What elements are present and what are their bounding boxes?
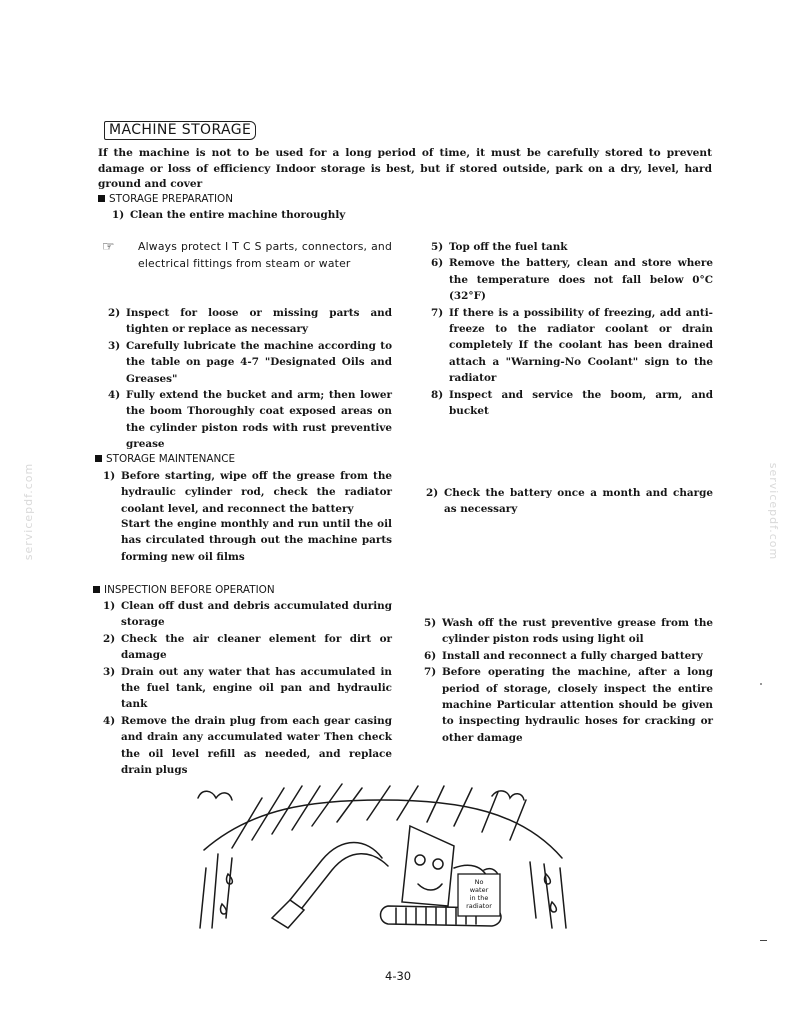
item-number: 8) — [431, 388, 444, 401]
item-text: Wash off the rust preventive grease from the cylinder piston rods using light oil — [442, 617, 713, 646]
insp-left-list — [103, 598, 392, 778]
prep-left-list — [108, 305, 392, 453]
list-item — [431, 239, 713, 255]
page-number: 4-30 — [385, 969, 412, 983]
list-item — [103, 631, 392, 664]
list-item — [108, 338, 392, 387]
list-item — [431, 255, 713, 304]
item-number: 2) — [103, 632, 116, 645]
list-item — [103, 713, 392, 779]
list-item — [103, 664, 392, 713]
square-bullet-icon — [93, 586, 100, 593]
storage-illustration — [192, 778, 582, 940]
item-number: 2) — [426, 487, 439, 499]
maint-left-list — [103, 468, 392, 517]
item-text: Clean off dust and debris accumulated during storage — [121, 600, 392, 629]
scan-mark — [760, 940, 767, 941]
item-number: 7) — [424, 666, 437, 679]
item-number: 2) — [108, 307, 121, 319]
square-bullet-icon — [98, 195, 105, 202]
heading-storage-preparation: STORAGE PREPARATION — [98, 192, 233, 206]
item-text: Top off the fuel tank — [449, 241, 568, 253]
item-number: 1) — [103, 470, 116, 482]
scan-speck — [760, 683, 762, 685]
item-text: Drain out any water that has accumulated in the fuel tank, engine oil pan and hydraulic tank — [121, 665, 392, 711]
watermark-right: servicepdf.com — [767, 462, 781, 561]
item-text: Check the air cleaner element for dirt or damage — [121, 632, 392, 662]
list-item — [108, 387, 392, 453]
list-item — [424, 664, 713, 746]
item-number: 4) — [108, 389, 121, 402]
sign-line: radiator — [466, 902, 492, 910]
intro-paragraph: If the machine is not to be used for a long period of time, it must be carefully stored to prevent damage or loss of efficiency Indoor storage is best, but if stored outside, park on a dry, level, hard ground and cover — [98, 147, 712, 190]
item-number: 4) — [103, 714, 116, 727]
item-text: Inspect for loose or missing parts and tighten or replace as necessary — [126, 307, 392, 336]
list-item — [426, 485, 713, 518]
item-text: Carefully lubricate the machine according to the table on page 4-7 "Designated Oils and Greases" — [126, 339, 392, 385]
item-text: Fully extend the bucket and arm; then lower the boom Thoroughly coat exposed areas on the cylinder piston rods with rust preventive grease — [126, 389, 392, 451]
item-text: Check the battery once a month and charge as necessary — [444, 487, 713, 516]
item-text: If there is a possibility of freezing, add anti-freeze to the radiator coolant or drain completely If the coolant has been drained attach a "Warning-No Coolant" sign to the radiator — [449, 306, 713, 385]
sign-line: in the — [469, 894, 489, 902]
maint-left-extra: Start the engine monthly and run until the oil has circulated through out the machine parts forming new oil films — [121, 518, 392, 563]
note-text: Always protect I T C S parts, connectors, and electrical fittings from steam or water — [138, 240, 392, 270]
watermark-left: servicepdf.com — [22, 462, 36, 561]
list-item — [108, 305, 392, 338]
maint-right-list — [426, 485, 713, 518]
item-text: Before operating the machine, after a long period of storage, closely inspect the entire machine Particular attention should be given to inspecting hydraulic hoses for cracking or other damage — [442, 666, 713, 744]
item-number: 1) — [103, 600, 116, 612]
pointing-hand-icon: ☞ — [102, 239, 115, 255]
list-item — [424, 648, 713, 664]
prep-step-1: 1) Clean the entire machine thoroughly — [112, 209, 346, 221]
item-text: Remove the battery, clean and store where the temperature does not fall below 0°C (32°F) — [449, 257, 713, 303]
square-bullet-icon — [95, 455, 102, 462]
list-item — [431, 305, 713, 387]
item-text: Before starting, wipe off the grease from the hydraulic cylinder rod, check the radiator coolant level, and reconnect the battery — [121, 470, 392, 515]
item-text: Install and reconnect a fully charged battery — [442, 649, 703, 662]
item-number: 7) — [431, 306, 444, 319]
heading-inspection: INSPECTION BEFORE OPERATION — [93, 583, 275, 597]
insp-right-list — [424, 615, 713, 746]
item-number: 5) — [424, 617, 437, 629]
item-text: Remove the drain plug from each gear casing and drain any accumulated water Then check the oil level refill as needed, and replace drain plugs — [121, 714, 392, 777]
heading-storage-maintenance: STORAGE MAINTENANCE — [95, 452, 235, 466]
list-item — [431, 387, 713, 420]
item-number: 5) — [431, 241, 444, 253]
list-item — [424, 615, 713, 648]
item-number: 6) — [431, 257, 444, 270]
section-title: MACHINE STORAGE — [104, 121, 256, 140]
prep-right-list — [431, 239, 713, 419]
list-item — [103, 468, 392, 517]
item-number: 6) — [424, 649, 437, 662]
item-number: 3) — [108, 339, 121, 352]
sign-line: water — [469, 886, 489, 894]
item-number: 3) — [103, 665, 116, 678]
list-item — [103, 598, 392, 631]
item-text: Inspect and service the boom, arm, and bucket — [449, 388, 713, 418]
sign-line: No — [474, 878, 484, 886]
